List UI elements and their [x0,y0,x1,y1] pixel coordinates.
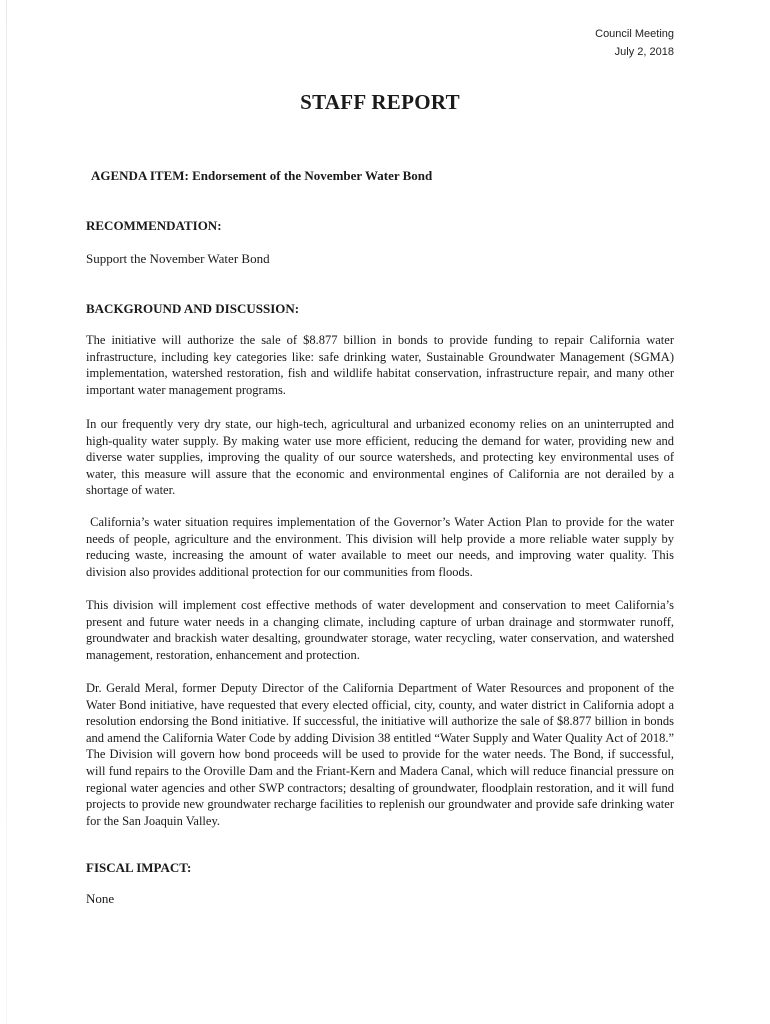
meeting-date: July 2, 2018 [614,46,674,58]
background-paragraph-2: In our frequently very dry state, our high-tech, agricultural and urbanized economy relies on an uninterrupted and high-quality water supply. By making water use more efficient, reducing the demand for water, providing new and diverse water supplies, improving the quality of our source watersheds, and protecting key environmental uses of water, this measure will assure that the economic and environmental engines of California are not derailed by a shortage of water. [86,417,674,498]
meeting-name: Council Meeting [595,28,674,40]
scan-edge-shadow [6,0,7,1024]
meeting-header [595,25,674,61]
recommendation-text: Support the November Water Bond [86,251,270,266]
page-title: STAFF REPORT [300,90,460,114]
agenda-item-label: AGENDA ITEM: [91,168,189,183]
background-heading: BACKGROUND AND DISCUSSION: [86,301,300,316]
background-paragraph-5: Dr. Gerald Meral, former Deputy Director of the California Department of Water Resources and proponent of the Water Bond initiative, have requested that every elected official, city, county, and water district in California adopt a resolution endorsing the Bond initiative. If successful, the initiative will authorize the sale of $8.877 billion in bonds and amend the California Water Code by adding Division 38 entitled “Water Supply and Water Quality Act of 2018.” The Division will govern how bond proceeds will be used to provide for the water needs. The Bond, if successful, will fund repairs to the Oroville Dam and the Friant-Kern and Madera Canal, which will reduce financial pressure on regional water agencies and other SWP contractors; desalting of groundwater, floodplain restoration, and it will fund projects to provide new groundwater recharge facilities to replenish our groundwater and provide safe drinking water for the San Joaquin Valley. [86,681,674,828]
agenda-item-text: Endorsement of the November Water Bond [192,168,433,183]
background-paragraph-1: The initiative will authorize the sale of $8.877 billion in bonds to provide funding to repair California water infrastructure, including key categories like: safe drinking water, Sustainable Groundwater Management (SGMA) implementation, watershed restoration, fish and wildlife habitat conservation, infrastructure repair, and many other important water management programs. [86,333,674,397]
background-paragraph-3: California’s water situation requires implementation of the Governor’s Water Action Plan to provide for the water needs of people, agriculture and the environment. This division will help provide a more reliable water supply by reducing waste, increasing the amount of water available to meet our needs, and improving water quality. This division also provides additional protection for our communities from floods. [86,515,678,579]
agenda-item [91,168,432,184]
background-paragraph-4: This division will implement cost effective methods of water development and conservation to meet California’s present and future water needs in a changing climate, including capture of urban drainage and stormwater runoff, groundwater and brackish water desalting, groundwater storage, water recycling, water conservation, and watershed management, restoration, enhancement and protection. [86,598,674,662]
fiscal-impact-heading: FISCAL IMPACT: [86,860,192,875]
recommendation-heading: RECOMMENDATION: [86,218,222,233]
fiscal-impact-text: None [86,891,115,906]
